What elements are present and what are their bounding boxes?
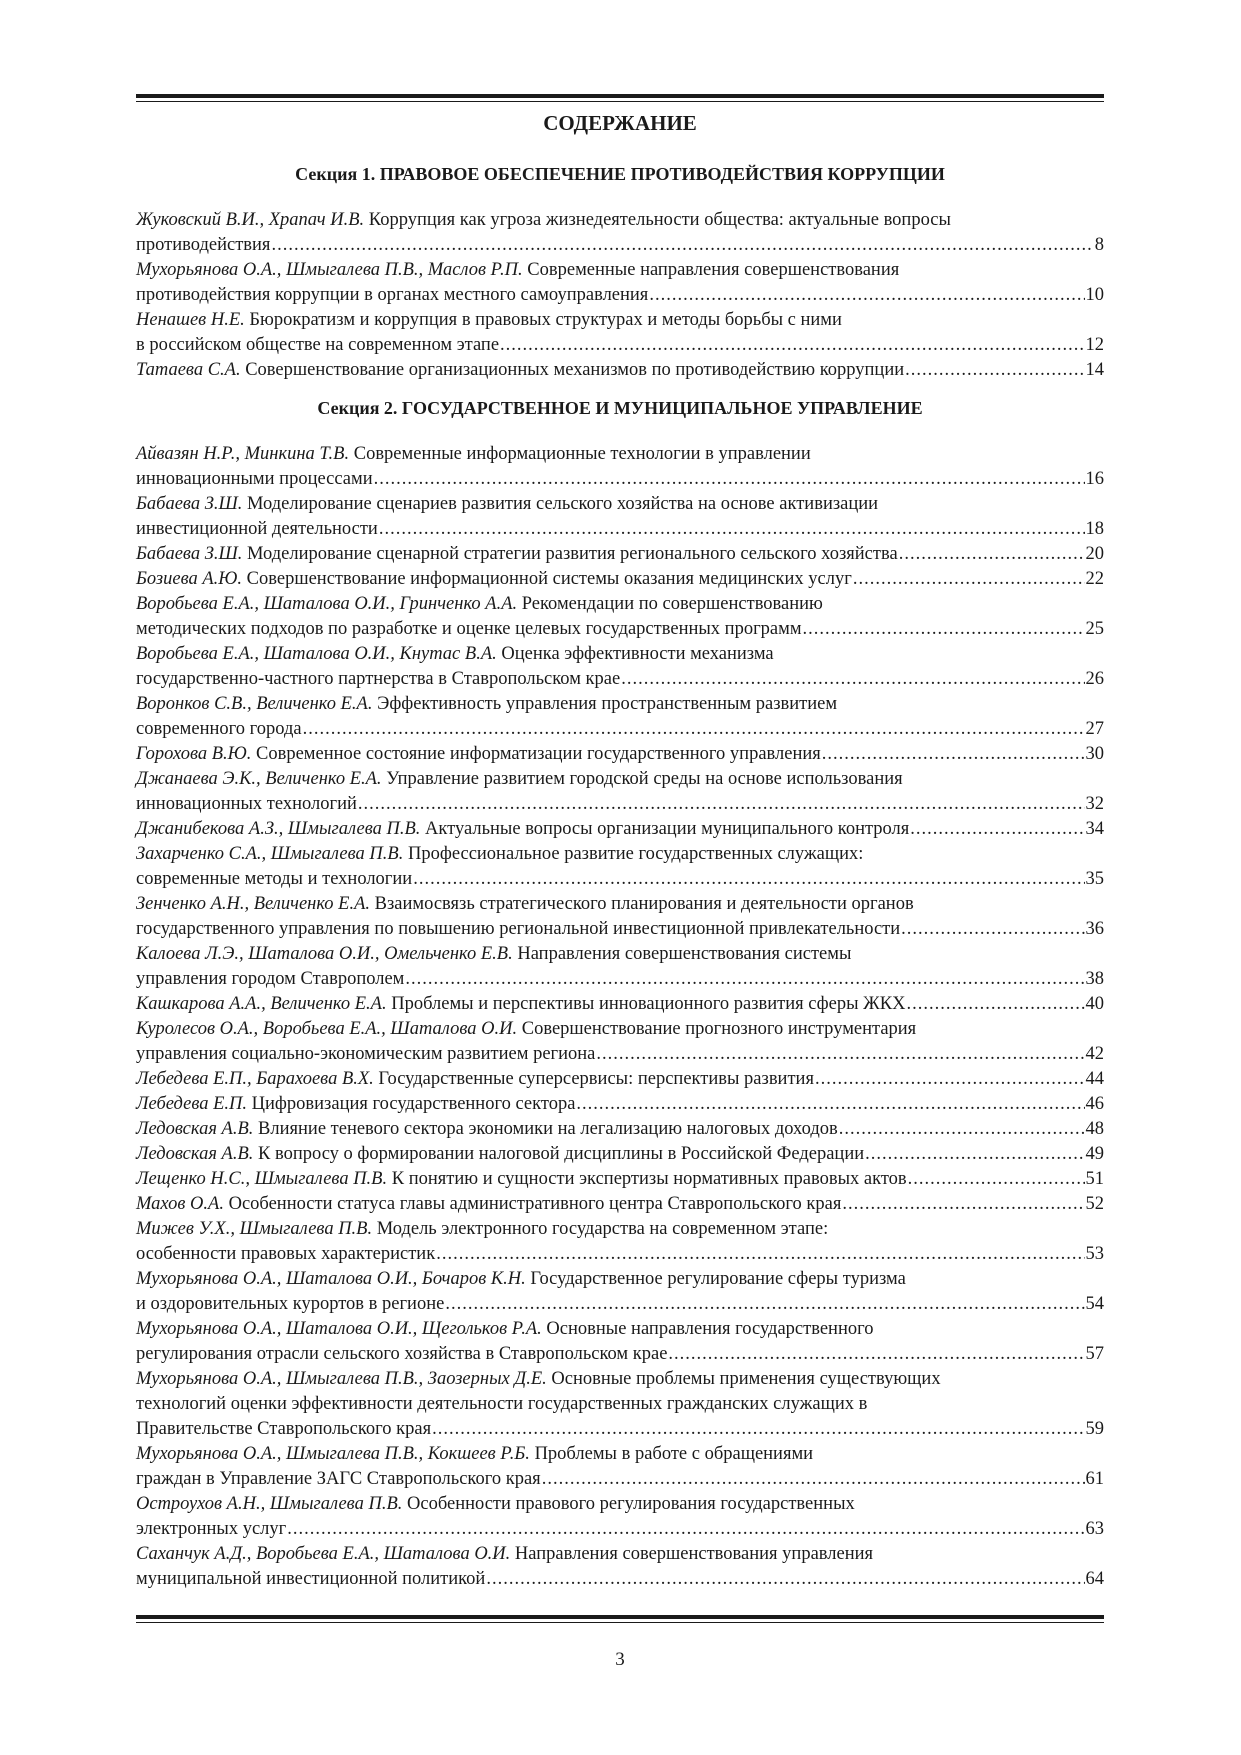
toc-entry-title: регулирования отрасли сельского хозяйства в Ставропольском крае	[136, 1344, 668, 1364]
toc-entry-authors: Мухорьянова О.А., Шаталова О.И., Бочаров К.Н.	[136, 1269, 526, 1289]
toc-entry	[136, 1367, 1104, 1442]
toc-leader-dots	[445, 1292, 1084, 1317]
toc-leader-dots	[803, 617, 1085, 642]
toc-entry	[136, 1317, 1104, 1367]
toc-entry	[136, 1167, 1104, 1192]
toc-entry-title: Направления совершенствования управления	[514, 1544, 874, 1564]
toc-entry-line	[136, 767, 1104, 792]
toc-entry-title: граждан в Управление ЗАГС Ставропольского края	[136, 1469, 541, 1489]
toc-entry-page: 49	[1085, 1144, 1104, 1164]
toc-entry-title: Профессиональное развитие государственных служащих:	[407, 844, 864, 864]
toc-entry	[136, 258, 1104, 308]
toc-entry-title: Модель электронного государства на современном этапе:	[376, 1219, 829, 1239]
toc-leader-dots	[358, 792, 1085, 817]
toc-entry-page: 18	[1085, 519, 1104, 539]
toc-entry	[136, 1542, 1104, 1592]
toc-entry	[136, 817, 1104, 842]
toc-entry-title: современного города	[136, 719, 302, 739]
toc-entry-title: государственно-частного партнерства в Ставропольском крае	[136, 669, 621, 689]
toc-entry-authors: Воронков С.В., Величенко Е.А.	[136, 694, 373, 714]
toc-entry	[136, 842, 1104, 892]
toc-entry-line	[136, 1242, 1104, 1267]
toc-entry-title: Направления совершенствования системы	[517, 944, 852, 964]
toc-entry	[136, 742, 1104, 767]
toc-entry-page: 64	[1085, 1569, 1104, 1589]
toc-leader-dots	[822, 742, 1085, 767]
toc-entry	[136, 1142, 1104, 1167]
toc-leader-dots	[500, 333, 1084, 358]
toc-entry-authors: Мижев У.Х., Шмыгалева П.В.	[136, 1219, 373, 1239]
toc-entry-line	[136, 1517, 1104, 1542]
toc-entry-line	[136, 333, 1104, 358]
toc-leader-dots	[413, 867, 1084, 892]
toc-entry-line	[136, 308, 1104, 333]
toc-entry-title: К вопросу о формировании налоговой дисциплины в Российской Федерации	[258, 1144, 865, 1164]
toc-entry-line	[136, 1067, 1104, 1092]
toc-entry-authors: Воробьева Е.А., Шаталова О.И., Кнутас В.А.	[136, 644, 497, 664]
toc-leader-dots	[899, 542, 1085, 567]
toc-entry-page: 35	[1085, 869, 1104, 889]
toc-entry-line	[136, 1367, 1104, 1392]
toc-entry-page: 51	[1085, 1169, 1104, 1189]
toc-entry	[136, 442, 1104, 492]
toc-entry-title: инновационными процессами	[136, 469, 373, 489]
toc-entry	[136, 208, 1104, 258]
toc-entry	[136, 358, 1104, 383]
toc-entry-line	[136, 992, 1104, 1017]
top-double-rule	[136, 94, 1104, 102]
toc-entry-page: 30	[1085, 744, 1104, 764]
toc-entry-authors: Айвазян Н.Р., Минкина Т.В.	[136, 444, 350, 464]
toc-entry-authors: Бозиева А.Ю.	[136, 569, 243, 589]
toc-entry-title: Проблемы и перспективы инновационного развития сферы ЖКХ	[391, 994, 906, 1014]
toc-entry-authors: Лебедева Е.П.	[136, 1094, 248, 1114]
toc-leader-dots	[649, 283, 1084, 308]
toc-entry-authors: Горохова В.Ю.	[136, 744, 252, 764]
toc-entry-page: 63	[1085, 1519, 1104, 1539]
toc-leader-dots	[668, 1342, 1084, 1367]
toc-entry-line	[136, 1542, 1104, 1567]
toc-entry-authors: Захарченко С.А., Шмыгалева П.В.	[136, 844, 404, 864]
toc-leader-dots	[596, 1042, 1084, 1067]
toc-entry-line	[136, 1117, 1104, 1142]
toc-leader-dots	[905, 358, 1084, 383]
toc-entry	[136, 592, 1104, 642]
toc-entry-title: технологий оценки эффективности деятельности государственных гражданских служащих в	[136, 1394, 868, 1414]
toc-entry-line	[136, 717, 1104, 742]
toc-entry-line	[136, 1217, 1104, 1242]
toc-entry-page: 40	[1085, 994, 1104, 1014]
toc-entry-authors: Мухорьянова О.А., Шмыгалева П.В., Кокшеев Р.Б.	[136, 1444, 530, 1464]
toc-entry-line	[136, 1017, 1104, 1042]
toc-entry-authors: Калоева Л.Э., Шаталова О.И., Омельченко Е.В.	[136, 944, 513, 964]
toc-entry-title: инвестиционной деятельности	[136, 519, 378, 539]
toc-entry-line	[136, 517, 1104, 542]
toc-entry-line	[136, 567, 1104, 592]
toc-entry-authors: Ледовская А.В.	[136, 1119, 254, 1139]
toc-entry-title: Взаимосвязь стратегического планирования и деятельности органов	[374, 894, 914, 914]
toc-entry-authors: Кашкарова А.А., Величенко Е.А.	[136, 994, 387, 1014]
toc-entry-authors: Куролесов О.А., Воробьева Е.А., Шаталова О.И.	[136, 1019, 518, 1039]
toc-entry-page: 26	[1085, 669, 1104, 689]
toc-entry-page: 14	[1085, 360, 1104, 380]
toc-entry-authors: Лещенко Н.С., Шмыгалева П.В.	[136, 1169, 388, 1189]
section-2-entries	[136, 442, 1104, 1592]
toc-entry-title: Современное состояние информатизации государственного управления	[256, 744, 821, 764]
toc-entry-line	[136, 208, 1104, 233]
toc-entry-line	[136, 1567, 1104, 1592]
toc-entry	[136, 1217, 1104, 1267]
toc-entry-line	[136, 892, 1104, 917]
toc-entry-line	[136, 233, 1104, 258]
toc-entry-page: 57	[1085, 1344, 1104, 1364]
toc-entry-line	[136, 917, 1104, 942]
toc-leader-dots	[865, 1142, 1084, 1167]
toc-entry	[136, 1267, 1104, 1317]
bottom-double-rule	[136, 1615, 1104, 1623]
toc-entry-authors: Татаева С.А.	[136, 360, 241, 380]
toc-entry-title: Проблемы в работе с обращениями	[534, 1444, 814, 1464]
toc-entry-page: 48	[1085, 1119, 1104, 1139]
toc-entry-line	[136, 742, 1104, 767]
toc-leader-dots	[621, 667, 1084, 692]
toc-entry-line	[136, 1342, 1104, 1367]
toc-entry-title: Государственные суперсервисы: перспективы развития	[378, 1069, 814, 1089]
toc-entry-page: 12	[1085, 335, 1104, 355]
toc-entry-authors: Мухорьянова О.А., Шмыгалева П.В., Маслов Р.П.	[136, 260, 523, 280]
toc-entry	[136, 1442, 1104, 1492]
toc-leader-dots	[405, 967, 1084, 992]
toc-entry	[136, 567, 1104, 592]
toc-entry-line	[136, 1142, 1104, 1167]
toc-leader-dots	[576, 1092, 1084, 1117]
toc-entry-line	[136, 542, 1104, 567]
toc-entry-line	[136, 1392, 1104, 1417]
toc-entry-authors: Остроухов А.Н., Шмыгалева П.В.	[136, 1494, 403, 1514]
toc-entry-authors: Махов О.А.	[136, 1194, 224, 1214]
toc-leader-dots	[853, 567, 1085, 592]
toc-entry-page: 36	[1085, 919, 1104, 939]
toc-entry-line	[136, 1292, 1104, 1317]
section-2-heading: Секция 2. ГОСУДАРСТВЕННОЕ И МУНИЦИПАЛЬНОЕ УПРАВЛЕНИЕ	[317, 398, 923, 418]
toc-entry	[136, 892, 1104, 942]
toc-entry-page: 22	[1085, 569, 1104, 589]
toc-entry-title: Бюрократизм и коррупция в правовых структурах и методы борьбы с ними	[249, 310, 842, 330]
toc-leader-dots	[432, 1417, 1084, 1442]
toc-entry-title: Управление развитием городской среды на основе использования	[386, 769, 903, 789]
toc-leader-dots	[839, 1117, 1085, 1142]
toc-entry-title: Эффективность управления пространственным развитием	[377, 694, 838, 714]
toc-leader-dots	[303, 717, 1085, 742]
toc-entry-line	[136, 1192, 1104, 1217]
toc-entry-title: Современные информационные технологии в управлении	[353, 444, 811, 464]
toc-entry-line	[136, 283, 1104, 308]
toc-entry-line	[136, 967, 1104, 992]
toc-entry-title: Совершенствование прогнозного инструментария	[521, 1019, 917, 1039]
toc-entry-page: 52	[1085, 1194, 1104, 1214]
toc-entry-line	[136, 442, 1104, 467]
toc-entry-title: Актуальные вопросы организации муниципального контроля	[425, 819, 910, 839]
toc-entry-line	[136, 358, 1104, 383]
toc-entry-title: инновационных технологий	[136, 794, 357, 814]
toc-entry-title: Совершенствование организационных механизмов по противодействию коррупции	[245, 360, 905, 380]
toc-entry	[136, 492, 1104, 542]
toc-entry-title: электронных услуг	[136, 1519, 287, 1539]
toc-leader-dots	[374, 467, 1085, 492]
section-1-entries	[136, 208, 1104, 383]
toc-entry-title: в российском обществе на современном этапе	[136, 335, 500, 355]
toc-entry	[136, 308, 1104, 358]
toc-entry-page: 42	[1085, 1044, 1104, 1064]
toc-entry-authors: Лебедева Е.П., Барахоева В.Х.	[136, 1069, 374, 1089]
toc-entry-line	[136, 467, 1104, 492]
toc-leader-dots	[287, 1517, 1084, 1542]
toc-leader-dots	[908, 1167, 1085, 1192]
toc-entry	[136, 992, 1104, 1017]
toc-entry	[136, 1092, 1104, 1117]
toc-entry-title: Рекомендации по совершенствованию	[521, 594, 823, 614]
toc-entry-authors: Мухорьянова О.А., Шаталова О.И., Щегольков Р.А.	[136, 1319, 542, 1339]
toc-entry-page: 27	[1085, 719, 1104, 739]
toc-entry-title: государственного управления по повышению региональной инвестиционной привлекательности	[136, 919, 901, 939]
toc-entry-title: Особенности статуса главы административного центра Ставропольского края	[228, 1194, 842, 1214]
toc-entry-authors: Бабаева З.Ш.	[136, 494, 243, 514]
section-1-heading: Секция 1. ПРАВОВОЕ ОБЕСПЕЧЕНИЕ ПРОТИВОДЕЙСТВИЯ КОРРУПЦИИ	[295, 164, 945, 184]
toc-entry-line	[136, 1492, 1104, 1517]
toc-entry-title: муниципальной инвестиционной политикой	[136, 1569, 486, 1589]
toc-entry-title: особенности правовых характеристик	[136, 1244, 436, 1264]
toc-leader-dots	[542, 1467, 1085, 1492]
toc-entry-line	[136, 1417, 1104, 1442]
toc-entry-page: 44	[1085, 1069, 1104, 1089]
toc-entry-title: противодействия коррупции в органах местного самоуправления	[136, 285, 649, 305]
toc-leader-dots	[815, 1067, 1085, 1092]
toc-entry-line	[136, 1317, 1104, 1342]
toc-entry-title: Государственное регулирование сферы туризма	[530, 1269, 906, 1289]
toc-entry	[136, 642, 1104, 692]
toc-entry-title: противодействия	[136, 235, 271, 255]
toc-entry	[136, 542, 1104, 567]
toc-entry-title: Коррупция как угроза жизнедеятельности общества: актуальные вопросы	[368, 210, 951, 230]
toc-entry-authors: Жуковский В.И., Храпач И.В.	[136, 210, 365, 230]
toc-entry	[136, 1192, 1104, 1217]
toc-leader-dots	[271, 233, 1093, 258]
toc-leader-dots	[436, 1242, 1084, 1267]
toc-entry-page: 34	[1085, 819, 1104, 839]
toc-entry-line	[136, 1467, 1104, 1492]
toc-leader-dots	[486, 1567, 1084, 1592]
toc-entry-page: 8	[1094, 235, 1104, 255]
toc-entry-title: Цифровизация государственного сектора	[251, 1094, 576, 1114]
toc-entry-title: методических подходов по разработке и оценке целевых государственных программ	[136, 619, 802, 639]
toc-entry	[136, 1017, 1104, 1067]
toc-entry-line	[136, 1267, 1104, 1292]
toc-entry-line	[136, 492, 1104, 517]
toc-entry-line	[136, 592, 1104, 617]
toc-entry-title: и оздоровительных курортов в регионе	[136, 1294, 445, 1314]
toc-entry-line	[136, 617, 1104, 642]
toc-entry-line	[136, 258, 1104, 283]
toc-entry-line	[136, 817, 1104, 842]
toc-entry-line	[136, 1092, 1104, 1117]
toc-entry-title: Основные направления государственного	[546, 1319, 874, 1339]
toc-entry-page: 20	[1085, 544, 1104, 564]
toc-entry-authors: Джанибекова А.З., Шмыгалева П.В.	[136, 819, 421, 839]
toc-entry-authors: Мухорьянова О.А., Шмыгалева П.В., Заозерных Д.Е.	[136, 1369, 547, 1389]
toc-leader-dots	[842, 1192, 1084, 1217]
toc-entry-title: Моделирование сценарной стратегии развития регионального сельского хозяйства	[247, 544, 898, 564]
toc-entry-title: Основные проблемы применения существующих	[551, 1369, 941, 1389]
toc-entry-authors: Бабаева З.Ш.	[136, 544, 243, 564]
toc-entry-title: современные методы и технологии	[136, 869, 413, 889]
toc-entry-authors: Саханчук А.Д., Воробьева Е.А., Шаталова О.И.	[136, 1544, 511, 1564]
toc-entry-authors: Воробьева Е.А., Шаталова О.И., Гринченко А.А.	[136, 594, 518, 614]
toc-entry-authors: Зенченко А.Н., Величенко Е.А.	[136, 894, 371, 914]
toc-leader-dots	[910, 817, 1084, 842]
toc-entry-page: 32	[1085, 794, 1104, 814]
toc-entry	[136, 1067, 1104, 1092]
toc-entry-page: 10	[1085, 285, 1104, 305]
toc-entry-page: 53	[1085, 1244, 1104, 1264]
toc-entry-title: Современные направления совершенствования	[527, 260, 900, 280]
toc-entry-line	[136, 692, 1104, 717]
toc-entry-authors: Ледовская А.В.	[136, 1144, 254, 1164]
toc-entry-title: Особенности правового регулирования государственных	[407, 1494, 855, 1514]
toc-entry-line	[136, 1167, 1104, 1192]
toc-entry-line	[136, 1442, 1104, 1467]
toc-entry-page: 16	[1085, 469, 1104, 489]
toc-entry-page: 38	[1085, 969, 1104, 989]
page-title: СОДЕРЖАНИЕ	[543, 111, 697, 135]
toc-entry-title: Влияние теневого сектора экономики на легализацию налоговых доходов	[258, 1119, 838, 1139]
toc-entry-authors: Джанаева Э.К., Величенко Е.А.	[136, 769, 382, 789]
toc-entry	[136, 692, 1104, 742]
toc-entry-page: 46	[1085, 1094, 1104, 1114]
toc-entry-line	[136, 842, 1104, 867]
toc-entry-title: Правительстве Ставропольского края	[136, 1419, 432, 1439]
toc-entry-title: управления социально-экономическим развитием региона	[136, 1044, 596, 1064]
toc-leader-dots	[379, 517, 1085, 542]
toc-leader-dots	[901, 917, 1084, 942]
toc-entry-page: 61	[1085, 1469, 1104, 1489]
toc-entry-title: Совершенствование информационной системы оказания медицинских услуг	[246, 569, 852, 589]
toc-entry-title: К понятию и сущности экспертизы нормативных правовых актов	[391, 1169, 907, 1189]
toc-entry	[136, 767, 1104, 817]
toc-entry-line	[136, 942, 1104, 967]
toc-entry-page: 54	[1085, 1294, 1104, 1314]
toc-entry-line	[136, 1042, 1104, 1067]
toc-entry-title: Моделирование сценариев развития сельского хозяйства на основе активизации	[247, 494, 879, 514]
page-number: 3	[615, 1649, 625, 1670]
toc-leader-dots	[906, 992, 1084, 1017]
toc-entry-title: Оценка эффективности механизма	[501, 644, 774, 664]
toc-entry-page: 25	[1085, 619, 1104, 639]
toc-entry-line	[136, 792, 1104, 817]
toc-entry-line	[136, 642, 1104, 667]
toc-entry-page: 59	[1085, 1419, 1104, 1439]
toc-entry-line	[136, 867, 1104, 892]
toc-entry-line	[136, 667, 1104, 692]
toc-entry-title: управления городом Ставрополем	[136, 969, 405, 989]
toc-entry	[136, 1117, 1104, 1142]
toc-entry-authors: Ненашев Н.Е.	[136, 310, 245, 330]
toc-entry	[136, 1492, 1104, 1542]
toc-entry	[136, 942, 1104, 992]
